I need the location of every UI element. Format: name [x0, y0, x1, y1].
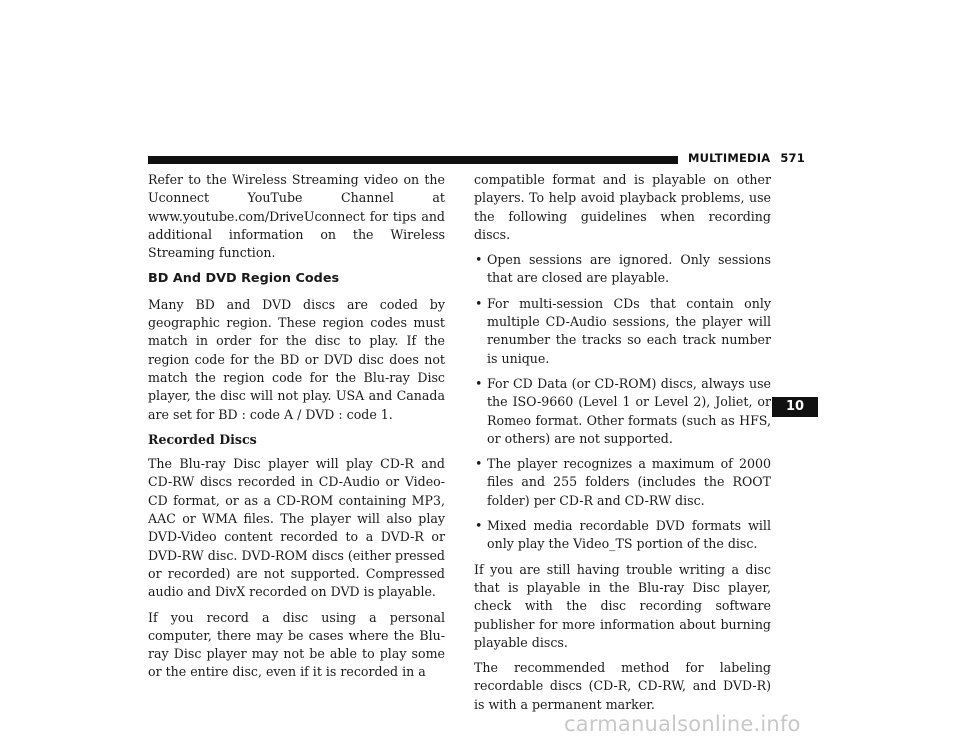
watermark-text: carmanualsonline.info [564, 712, 801, 736]
list-item-text: Mixed media recordable DVD formats will only play the Video_TS portion of the disc. [487, 518, 771, 552]
list-item-text: The player recognizes a maximum of 2000 files and 255 folders (includes the ROOT folder) per CD-R and CD-RW disc. [487, 456, 771, 508]
bullet-icon: • [475, 456, 483, 472]
bullet-icon: • [475, 518, 483, 534]
list-item [474, 251, 771, 288]
list-item-text: For multi-session CDs that contain only multiple CD-Audio sessions, the player will renumber the tracks so each track number is unique. [487, 295, 771, 366]
left-column [148, 171, 445, 689]
running-header [688, 151, 805, 165]
section-title: MULTIMEDIA [688, 151, 771, 165]
list-item [474, 517, 771, 554]
page-number: 571 [780, 151, 805, 165]
list-item-text: Open sessions are ignored. Only sessions that are closed are playable. [487, 252, 771, 286]
region-codes-paragraph: Many BD and DVD discs are coded by geographic region. These region codes must match in order for the disc to play. If the region code for the BD or DVD disc does not match the region code for the Blu-ray Disc player, the disc will not play. USA and Canada are set for BD : code A / DVD : code 1. [148, 296, 445, 422]
bullet-icon: • [475, 375, 483, 391]
trouble-paragraph: If you are still having trouble writing a disc that is playable in the Blu-ray Disc player, check with the disc recording software publisher for more information about burning playable discs. [474, 561, 771, 650]
list-item [474, 375, 771, 448]
right-column [474, 171, 771, 721]
header-rule [148, 156, 678, 164]
bullet-icon: • [475, 252, 483, 268]
bullet-icon: • [475, 295, 483, 311]
region-codes-heading: BD And DVD Region Codes [148, 271, 340, 287]
list-item [474, 295, 771, 368]
chapter-tab: 10 [772, 397, 818, 417]
continuation-paragraph: compatible format and is playable on other players. To help avoid playback problems, use the following guidelines when recording discs. [474, 172, 771, 242]
recorded-discs-heading: Recorded Discs [148, 431, 257, 447]
recorded-discs-paragraph: The Blu-ray Disc player will play CD-R and CD-RW discs recorded in CD-Audio or Video-CD format, or as a CD-ROM containing MP3, AAC or WMA files. The player will also play DVD-Video content recorded to a DVD-R or DVD-RW disc. DVD-ROM discs (either pressed or recorded) are not supported. Compressed audio and DivX recorded on DVD is playable. [148, 456, 445, 600]
intro-paragraph: Refer to the Wireless Streaming video on the Uconnect YouTube Channel at www.youtube.com/DriveUconnect for tips and additional information on the Wireless Streaming function. [148, 172, 445, 261]
labeling-paragraph: The recommended method for labeling recordable discs (CD-R, CD-RW, and DVD-R) is with a permanent marker. [474, 660, 771, 712]
personal-computer-paragraph: If you record a disc using a personal computer, there may be cases where the Blu-ray Disc player may not be able to play some or the entire disc, even if it is recorded in a [148, 609, 445, 680]
guidelines-list [474, 251, 771, 553]
list-item-text: For CD Data (or CD-ROM) discs, always use the ISO-9660 (Level 1 or Level 2), Joliet, or Romeo format. Other formats (such as HFS, or others) are not supported. [487, 375, 771, 446]
list-item [474, 455, 771, 510]
